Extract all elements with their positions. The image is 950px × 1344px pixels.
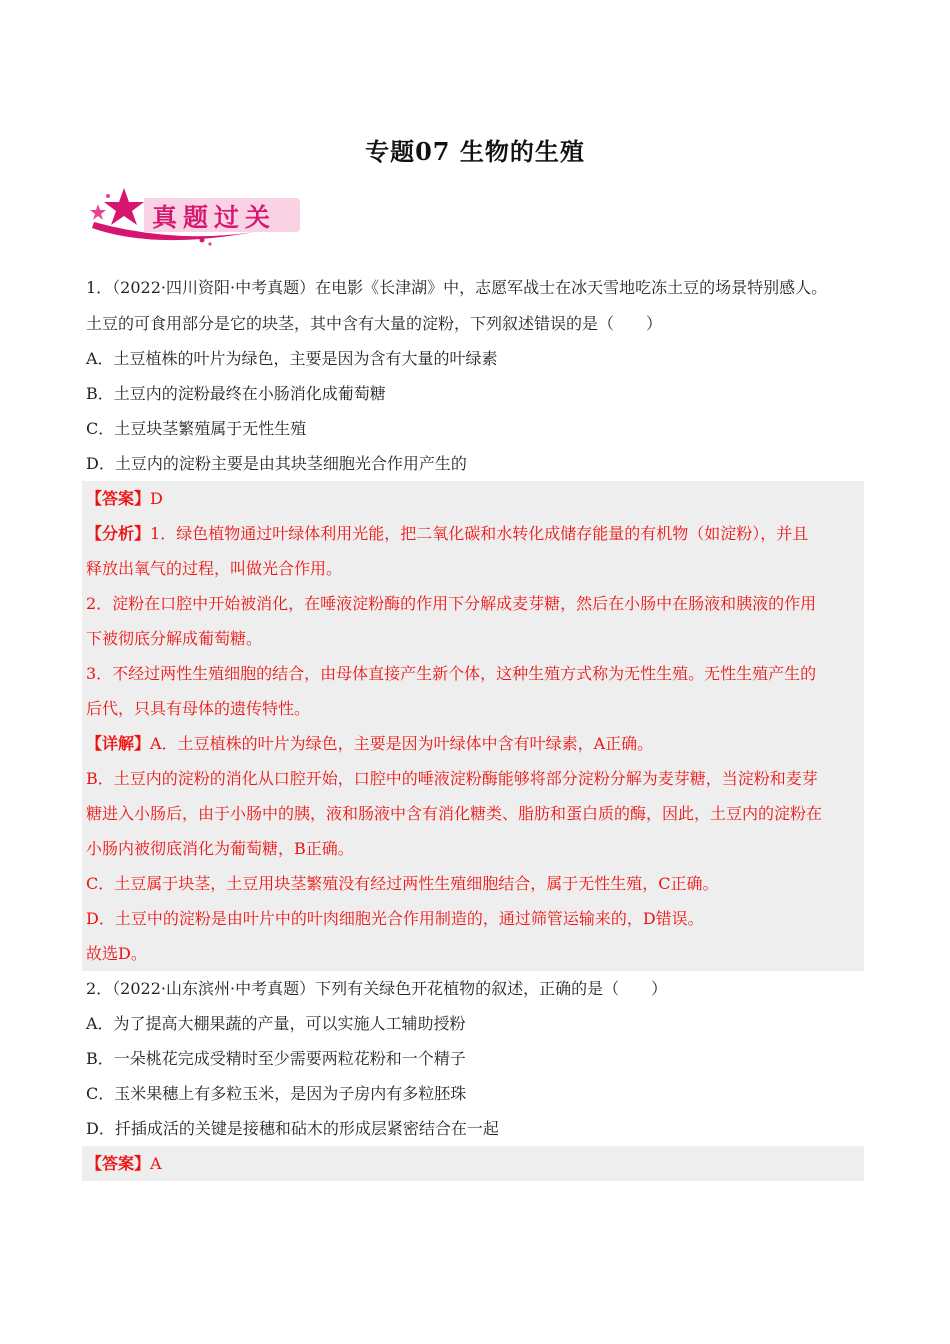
detail-text: B．土豆内的淀粉的消化从口腔开始，口腔中的唾液淀粉酶能够将部分淀粉分解为麦芽糖，当淀粉和麦芽 [86,769,818,788]
detail-text: 糖进入小肠后，由于小肠中的胰，液和肠液中含有消化糖类、脂肪和蛋白质的酶，因此，土豆内的淀粉在 [86,804,823,823]
option-b: B．一朵桃花完成受精时至少需要两粒花粉和一个精子 [86,1049,466,1068]
analysis-text: 1．绿色植物通过叶绿体利用光能，把二氧化碳和水转化成储存能量的有机物（如淀粉），并且 [150,524,809,543]
option-c: C．土豆块茎繁殖属于无性生殖 [86,419,307,438]
option-d: D．扦插成活的关键是接穗和砧木的形成层紧密结合在一起 [86,1119,499,1138]
question-list [86,270,864,1181]
detail-line [86,726,864,761]
analysis-line [86,516,864,551]
detail-text: A．土豆植株的叶片为绿色，主要是因为叶绿体中含有叶绿素，A正确。 [150,734,654,753]
section-badge [84,184,302,248]
question-stem: 1．（2022·四川资阳·中考真题）在电影《长津湖》中，志愿军战士在冰天雪地吃冻土豆的场景特别感人。 [86,278,828,297]
option-a: A．土豆植株的叶片为绿色，主要是因为含有大量的叶绿素 [86,349,498,368]
answer-block [82,1146,864,1181]
option-b: B．土豆内的淀粉最终在小肠消化成葡萄糖 [86,384,386,403]
analysis-tag: 【分析】 [86,524,151,543]
option-c: C．玉米果穗上有多粒玉米，是因为子房内有多粒胚珠 [86,1084,467,1103]
analysis-text: 后代，只具有母体的遗传特性。 [86,699,311,718]
option-d: D．土豆内的淀粉主要是由其块茎细胞光合作用产生的 [86,454,467,473]
detail-tag: 【详解】 [86,734,151,753]
detail-text: D．土豆中的淀粉是由叶片中的叶肉细胞光合作用制造的，通过筛管运输来的，D错误。 [86,909,704,928]
answer-value: D [150,489,163,508]
question-stem: 2．（2022·山东滨州·中考真题）下列有关绿色开花植物的叙述，正确的是（ ） [86,979,668,998]
answer-line [86,1146,864,1181]
detail-text: 小肠内被彻底消化为葡萄糖，B正确。 [86,839,354,858]
detail-text: 故选D。 [86,944,147,963]
question-1 [86,270,864,971]
answer-tag: 【答案】 [86,489,151,508]
answer-line [86,481,864,516]
detail-text: C．土豆属于块茎，土豆用块茎繁殖没有经过两性生殖细胞结合，属于无性生殖，C正确。 [86,874,719,893]
analysis-text: 下被彻底分解成葡萄糖。 [86,629,263,648]
analysis-text: 释放出氧气的过程，叫做光合作用。 [86,559,343,578]
answer-block [82,481,864,971]
option-a: A．为了提高大棚果蔬的产量，可以实施人工辅助授粉 [86,1014,466,1033]
page-title: 专题07 生物的生殖 [365,137,585,166]
question-stem: 土豆的可食用部分是它的块茎，其中含有大量的淀粉，下列叙述错误的是（ ） [86,314,663,333]
analysis-text: 2．淀粉在口腔中开始被消化，在唾液淀粉酶的作用下分解成麦芽糖，然后在小肠中在肠液和胰液的作用 [86,594,817,613]
question-2 [86,971,864,1181]
answer-value: A [150,1154,162,1173]
analysis-text: 3．不经过两性生殖细胞的结合，由母体直接产生新个体，这种生殖方式称为无性生殖。无性生殖产生的 [86,664,817,683]
section-badge-label: 真题过关 [152,203,277,232]
answer-tag: 【答案】 [86,1154,151,1173]
